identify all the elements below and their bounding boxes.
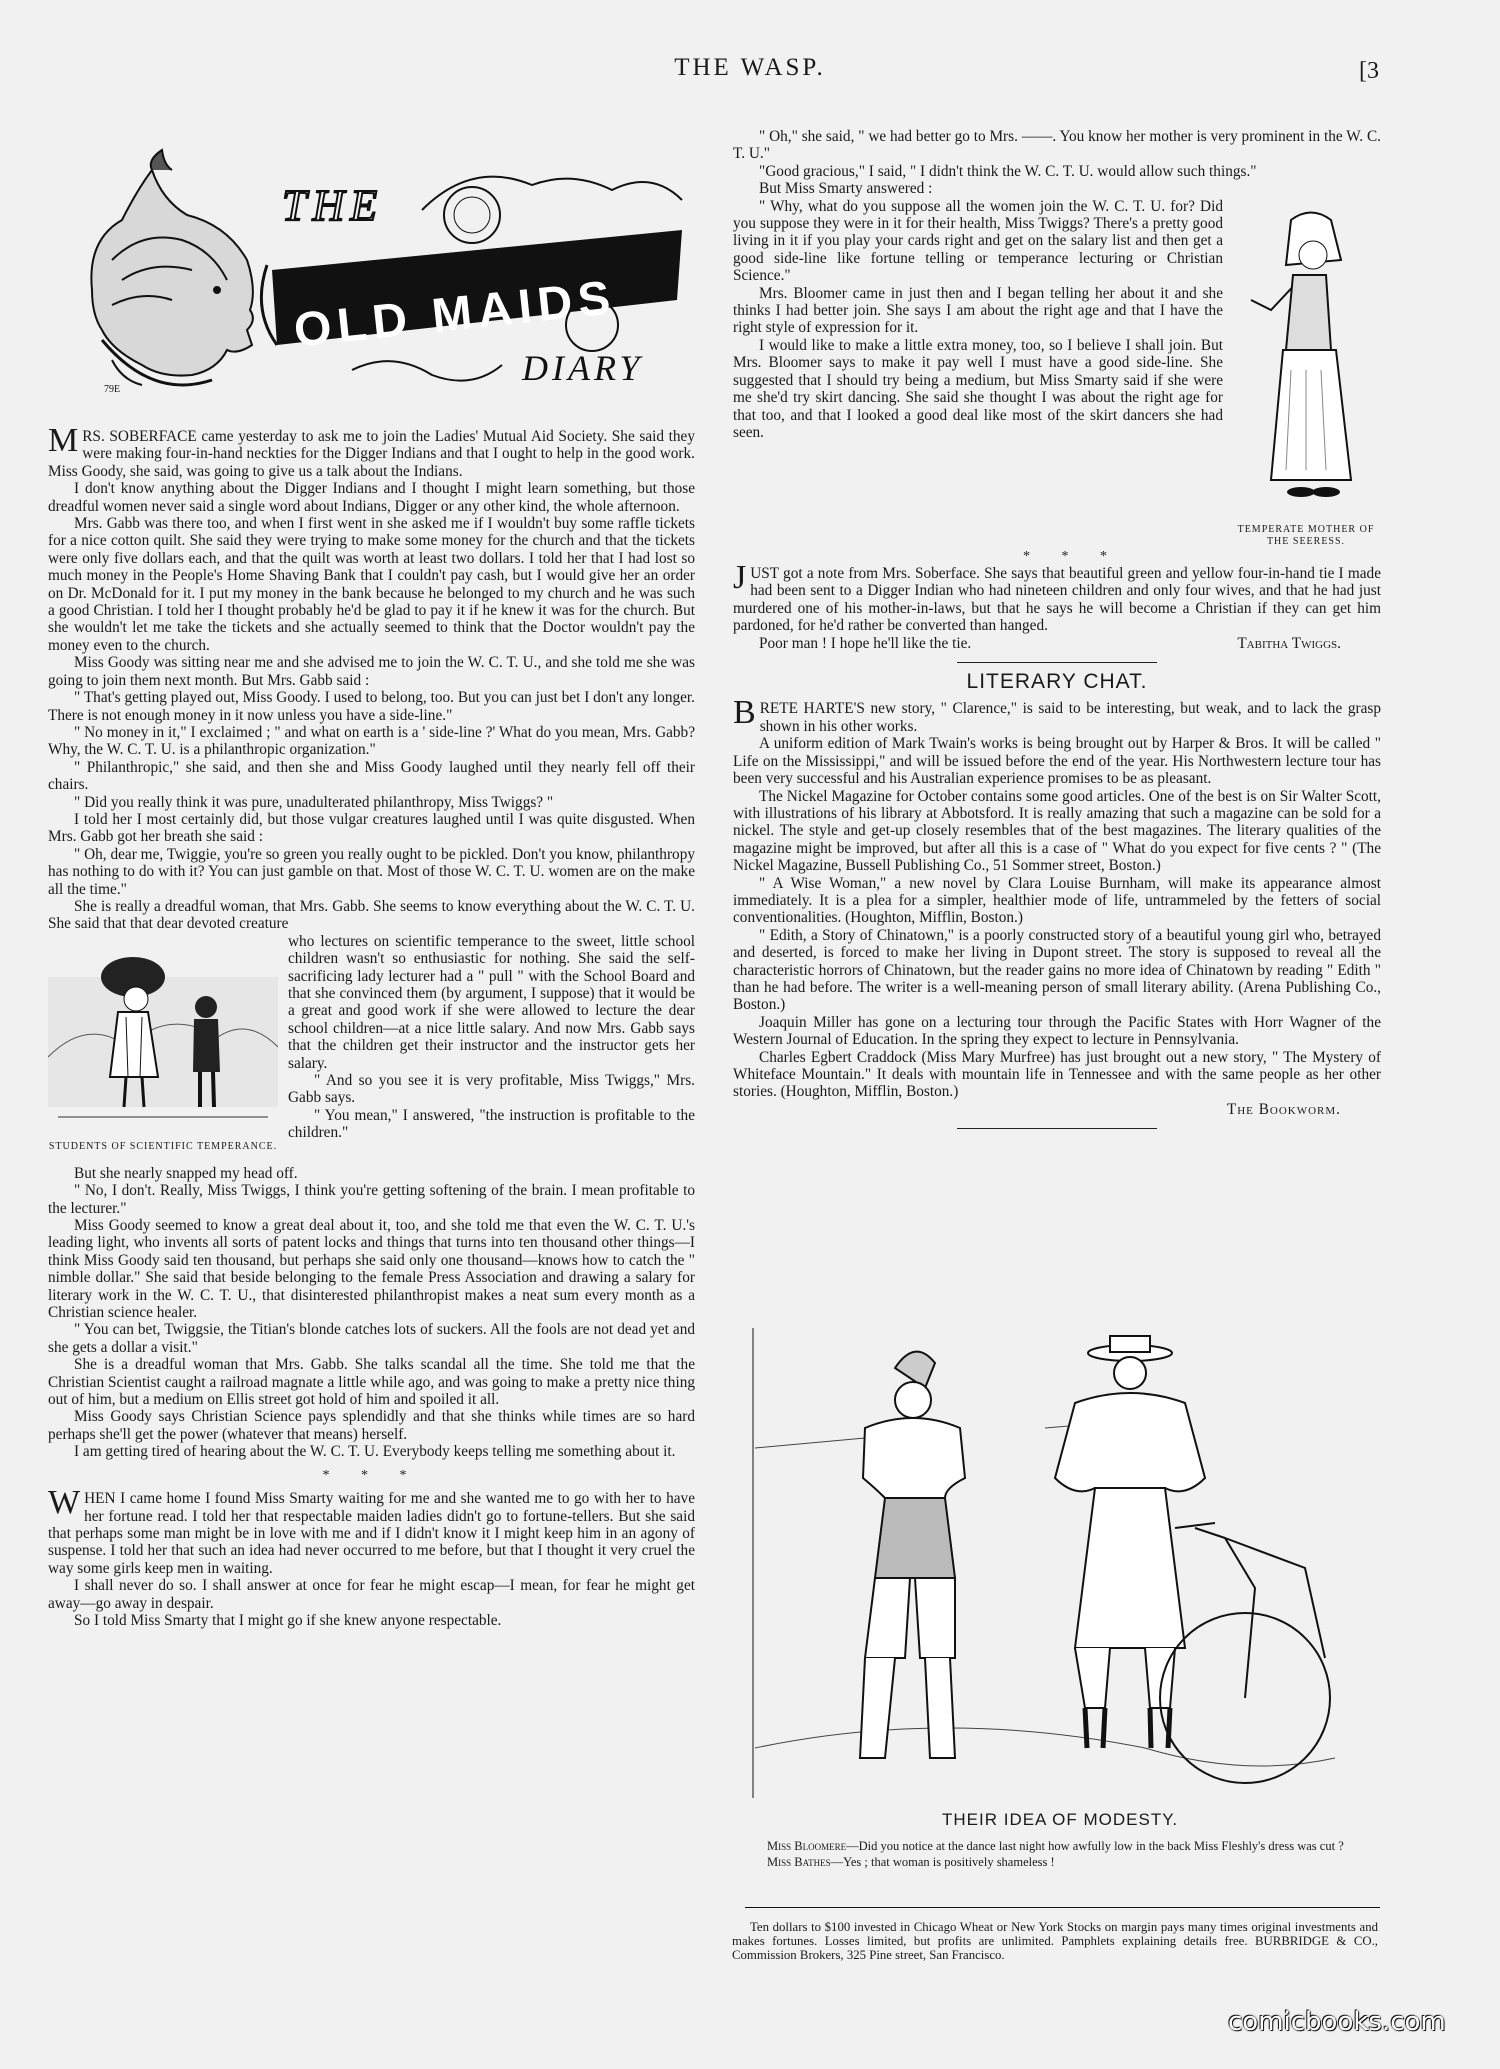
paragraph: I would like to make a little extra money, too, so I believe I shall join. But Mrs. Bloomer says to make it pay well I must have a good side-line. She suggested that I should try being a medium, but Miss Smarty said if she were me she'd try skirt dancing. She said she thought I was about the right age for that too, and that I looked a good deal like most of the skirt dancers she had seen. xyxy=(733,336,1223,441)
paragraph: I don't know anything about the Digger Indians and I thought I might learn something, but those dreadful women never said a single word about Indians, Digger or any other kind, the whole afternoon. xyxy=(48,480,695,515)
paragraph: " Oh," she said, " we had better go to Mrs. ——. You know her mother is very prominent in the W. C. T. U." xyxy=(733,128,1381,163)
paragraph: A uniform edition of Mark Twain's works is being brought out by Harper & Bros. It will be called " Life on the Mississippi," and will be issued before the end of the year. His Northwestern lecture tour has been very successful and his Australian experience promises to be as pleasant. xyxy=(733,735,1381,788)
dialog-line: Miss Bathes—Yes ; that woman is positively shameless ! xyxy=(767,1855,1055,1869)
paragraph: But she nearly snapped my head off. xyxy=(74,1164,298,1182)
banner-the-lettering xyxy=(282,181,383,230)
paragraph: The Nickel Magazine for October contains some good articles. One of the best is on Sir Walter Scott, with illustrations of his library at Abbotsford. It is really amazing that such a magazine can be sold for a nickel. The style and get-up closely resembles that of the best magazines. The literary qualities of the magazine might be improved, but after all this is a case of " What do you expect for five cents ? " (The Nickel Magazine, Bussell Publishing Co., 51 Sommer street, Boston.) xyxy=(733,787,1381,875)
paragraph: " You mean," I answered, "the instruction is profitable to the children." xyxy=(288,1106,695,1142)
intro-paragraph: MRS. SOBERFACE came yesterday to ask me to join the Ladies' Mutual Aid Society. She said they were making four-in-hand neckties for the Digger Indians and that I ought to help in the good work. Miss Goody, she said, was going to give us a talk about the Indians. xyxy=(48,422,695,480)
old-maids-diary-banner xyxy=(52,130,692,410)
dropcap: M xyxy=(48,422,79,459)
left-column xyxy=(48,422,695,1629)
temperate-mother-illustration xyxy=(1231,200,1381,520)
watermark-logo: comicbooks.com xyxy=(1228,2007,1446,2037)
paragraph: WHEN I came home I found Miss Smarty waiting for me and she wanted me to go with her to have her fortune read. I told her that respectable maiden ladies didn't go to fortune-tellers. But she said that perhaps some man might be in love with me and if I didn't know it I might keep him in an agony of suspense. I told her that such an idea had never occurred to me before, but that I thought it very cruel the way some girls keep men in waiting. xyxy=(48,1484,695,1577)
svg-text:THE: THE xyxy=(282,181,384,230)
inset-caption: STUDENTS OF SCIENTIFIC TEMPERANCE. xyxy=(48,1141,278,1153)
paragraph: JUST got a note from Mrs. Soberface. She says that beautiful green and yellow four-in-hand tie I made had been sent to a Digger Indian who had nineteen children and only four wives, and that he had just murdered one of his mother-in-laws, but that he says he will become a Christian if they can get him pardoned, for he'd rather be converted than hanged. xyxy=(733,559,1381,635)
paragraph: " Why, what do you suppose all the women join the W. C. T. U. for? Did you suppose they were in it for their health, Miss Twiggs? There's a pretty good living in it if you play your cards right and get on the salary list and then get a good side-line like fortune telling or temperance lecturing or Christian Science." xyxy=(733,197,1223,285)
dropcap: J xyxy=(733,559,747,597)
dropcap: W xyxy=(48,1484,81,1522)
signature-tabitha: Tabitha Twiggs. xyxy=(1237,634,1341,652)
paragraph: " No money in it," I exclaimed ; " and what on earth is a ' side-line ?' What do you mean, Mrs. Gabb? Why, the W. C. T. U. is a philanthropic organization." xyxy=(48,723,695,759)
paragraph: who lectures on scientific temperance to the sweet, little school children wasn't so enthusiastic for nothing. She said the self-sacrificing lady lecturer had a " pull " with the School Board and that she convinced them (by argument, I suppose) that it would be a great and good work if she were allowed to lecture the dear school children—at a nice little salary. And now Mrs. Gabb says that the children get their instructor and the instructor gets her salary. xyxy=(288,932,695,1072)
paragraph: " That's getting played out, Miss Goody. I used to belong, too. But you can just bet I don't any longer. There is not enough money in it now unless you have a side-line." xyxy=(48,689,695,724)
paragraph: Mrs. Gabb was there too, and when I first went in she asked me if I wouldn't buy some raffle tickets for a nice cotton quilt. She said they were trying to make some money for the church and that the tickets were only five dollars each, and that the quilt was worth at least two dollars. I told her that I had lost so much money in the People's Home Shaving Bank that I couldn't pay cash, but I would give her an order on Dr. McDonald for it. I put my money in the bank because he belonged to my church and he was such a good Christian. I told her I thought probably he'd be glad to pay it if he knew it was for the church. But she wouldn't let me take the tickets and she actually seemed to think that the Doctor wouldn't pay the money even to the church. xyxy=(48,515,695,654)
paragraph: Miss Goody was sitting near me and she advised me to join the W. C. T. U., and she told me she was going to join them next month. But Mrs. Gabb said : xyxy=(48,654,695,689)
right-column xyxy=(733,128,1381,1139)
paragraph: " No, I don't. Really, Miss Twiggs, I think you're getting softening of the brain. I mean profitable to the lecturer." xyxy=(48,1182,695,1217)
paragraph: She is a dreadful woman that Mrs. Gabb. She talks scandal all the time. She told me that the Christian Scientist caught a railroad magnate a little while ago, and was going to make a pretty nice thing out of him, but a medium on Ellis street got hold of him and spoiled it all. xyxy=(48,1356,695,1409)
paragraph: But Miss Smarty answered : xyxy=(759,180,933,198)
inset-wrap xyxy=(48,933,695,1165)
paragraph: " Philanthropic," she said, and then she and Miss Goody laughed until they nearly fell off their chairs. xyxy=(48,758,695,794)
paragraph: Joaquin Miller has gone on a lecturing tour through the Pacific States with Horr Wagner of the Western Journal of Education. In the spring they expect to lecture in Pennsylvania. xyxy=(733,1013,1381,1049)
advertisement: Ten dollars to $100 invested in Chicago Wheat or New York Stocks on margin pays many times original investments and makes fortunes. Losses limited, but profits are unlimited. Pamphlets explaining details free. BURBRIDGE & CO., Commission Brokers, 325 Pine street, San Francisco. xyxy=(732,1920,1378,1962)
paragraph: " Oh, dear me, Twiggie, you're so green you really ought to be pickled. Don't you know, philanthropy has nothing to do with it? You can just gamble on that. Most of those W. C. T. U. women are on the make all the time." xyxy=(48,845,695,898)
cartoon-dialog xyxy=(745,1838,1380,1870)
paragraph: I told her I most certainly did, but those vulgar creatures laughed until I was quite disgusted. When Mrs. Gabb got her breath she said : xyxy=(48,810,695,846)
closing-line: Poor man ! I hope he'll like the tie. Tabitha Twiggs. xyxy=(759,634,1341,652)
paragraph: She is really a dreadful woman, that Mrs. Gabb. She seems to know everything about the W. C. T. U. She said that that dear devoted creature xyxy=(48,897,695,933)
inset-caption: TEMPERATE MOTHER OF THE SEERESS. xyxy=(1237,524,1375,548)
paragraph: Miss Goody says Christian Science pays splendidly and that she thinks while times are so hard perhaps she'll get the power (whatever that means) herself. xyxy=(48,1408,695,1443)
paragraph: BRETE HARTE'S new story, " Clarence," is said to be interesting, but weak, and to lack the grasp shown in his other works. xyxy=(733,694,1381,735)
paragraph: I am getting tired of hearing about the W. C. T. U. Everybody keeps telling me something about it. xyxy=(74,1443,676,1461)
signature-bookworm: The Bookworm. xyxy=(1226,1100,1341,1118)
divider-rule xyxy=(745,1907,1380,1908)
paragraph: " And so you see it is very profitable, Miss Twiggs," Mrs. Gabb says. xyxy=(288,1072,695,1107)
students-illustration xyxy=(48,937,278,1137)
dialog-line: Miss Bloomere—Did you notice at the dance last night how awfully low in the back Miss Fleshly's dress was cut ? xyxy=(767,1839,1344,1853)
modesty-cartoon xyxy=(745,1328,1345,1808)
page-number: [3 xyxy=(1359,58,1379,84)
paragraph: " Did you really think it was pure, unadulterated philanthropy, Miss Twiggs? " xyxy=(74,793,554,811)
paragraph: Charles Egbert Craddock (Miss Mary Murfree) has just brought out a new story, " The Mystery of Whiteface Mountain." It deals with mountain life in Tennessee and with the same people as her other stories. (Houghton, Mifflin, Boston.) xyxy=(733,1048,1381,1101)
paragraph: Mrs. Bloomer came in just then and I began telling her about it and she thinks I had better join. She says I am about the right age and that I have the right style of expression for it. xyxy=(733,284,1223,337)
paragraph: So I told Miss Smarty that I might go if she knew anyone respectable. xyxy=(74,1611,502,1629)
banner-diary-lettering: DIARY xyxy=(522,348,644,388)
children-inset xyxy=(48,937,278,1165)
divider-rule xyxy=(957,1128,1157,1129)
mother-inset xyxy=(1231,200,1381,548)
inset-wrap xyxy=(733,198,1381,548)
cartoon-caption: THEIR IDEA OF MODESTY. xyxy=(942,1810,1179,1829)
dropcap: B xyxy=(733,694,756,732)
paragraph: " You can bet, Twiggsie, the Titian's blonde catches lots of suckers. All the fools are not dead yet and she gets a dollar a visit." xyxy=(48,1321,695,1356)
paragraph: Miss Goody seemed to know a great deal about it, too, and she told me that even the W. C. T. U.'s leading light, who invents all sorts of patent locks and things that turns into ten thousand other things—I think Miss Goody said ten thousand, but perhaps she said only one thousand—knows how to catch the " nimble dollar." She said that beside belonging to the female Press Association and drawing a salary for literary work in the W. C. T. U., that disinterested philanthropist makes a neat sum every month as a Christian science healer. xyxy=(48,1217,695,1322)
paragraph: "Good gracious," I said, " I didn't think the W. C. T. U. would allow such things." xyxy=(759,162,1257,180)
paragraph: " Edith, a Story of Chinatown," is a poorly constructed story of a beautiful young girl who, betrayed and deserted, is forced to make her living in Dupont street. The story is supposed to reveal all the characteristic horrors of Chinatown, but the reader gains no more idea of Chinatown by reading " Edith " than he had before. The writer is a well-meaning person of small literary ability. (Arena Publishing Co., Boston.) xyxy=(733,926,1381,1014)
literary-chat-title: LITERARY CHAT. xyxy=(966,670,1148,694)
woman-portrait-illustration xyxy=(91,150,253,385)
artist-mark: 79E xyxy=(104,384,121,395)
page-header-title: THE WASP. xyxy=(674,54,826,81)
section-stars: * * * xyxy=(322,1467,421,1483)
paragraph: " A Wise Woman," a new novel by Clara Louise Burnham, will make its appearance almost immediately. It is a plea for a simpler, healthier mode of life, untrammeled by the fetters of social conventionalities. (Houghton, Mifflin, Boston.) xyxy=(733,874,1381,927)
banner-old-maids-lettering: OLD MAIDS xyxy=(291,271,619,358)
paragraph: I shall never do so. I shall answer at once for fear he might escap—I mean, for fear he might get away—go away in despair. xyxy=(48,1577,695,1612)
divider-rule xyxy=(957,662,1157,663)
section-stars: * * * xyxy=(1023,548,1121,564)
